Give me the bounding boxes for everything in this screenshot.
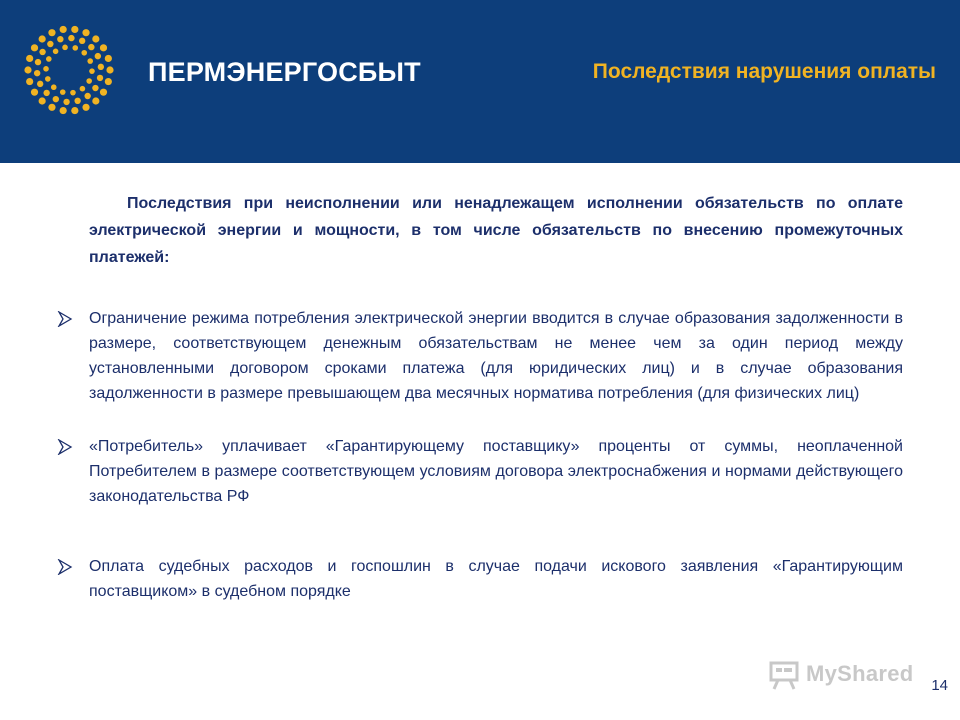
company-name: ПЕРМЭНЕРГОСБЫТ — [148, 57, 421, 87]
bullet-text: «Потребитель» уплачивает «Гарантирующему поставщику» проценты от суммы, неоплаченной Потребителем в размере соответствующем условиям договора электроснабжения и нормами действующего законодательства РФ — [89, 438, 903, 505]
slide-header — [0, 0, 960, 163]
page-number: 14 — [931, 677, 948, 694]
bullet-text: Оплата судебных расходов и госпошлин в случае подачи искового заявления «Гарантирующим поставщиком» в судебном порядке — [89, 558, 903, 600]
arrow-bullet-icon — [57, 439, 73, 455]
company-logo-icon — [24, 25, 114, 115]
slide-title: Последствия нарушения оплаты — [592, 60, 936, 83]
presentation-board-icon — [768, 660, 800, 690]
bullet-item — [50, 434, 903, 554]
intro-paragraph: Последствия при неисполнении или ненадлежащем исполнении обязательств по оплате электрической энергии и мощности, в том числе обязательств по внесению промежуточных платежей: — [89, 195, 903, 266]
arrow-bullet-icon — [57, 559, 73, 575]
watermark-text: MyShared — [806, 661, 914, 686]
bullet-list — [50, 306, 903, 604]
bullet-item — [50, 554, 903, 604]
bullet-item — [50, 306, 903, 434]
watermark — [768, 660, 928, 690]
bullet-text: Ограничение режима потребления электрической энергии вводится в случае образования задолженности в размере, соответствующем денежным обязательствам не менее чем за один период между установленными договором сроками платежа (для юридических лиц) и в случае образования задолженности в размере превышающем два месячных норматива потребления (для физических лиц) — [89, 310, 903, 402]
arrow-bullet-icon — [57, 311, 73, 327]
